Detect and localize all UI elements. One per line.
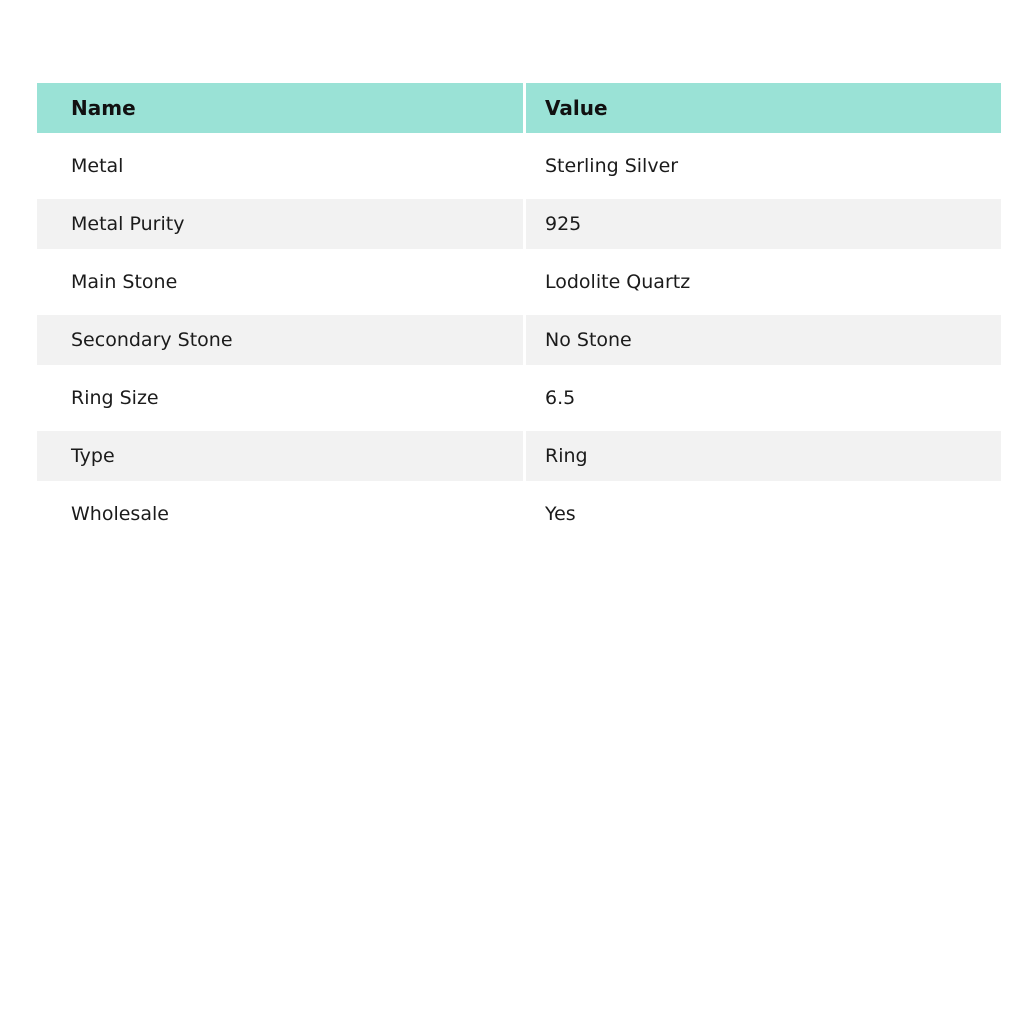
- cell-name: Wholesale: [37, 489, 523, 539]
- cell-value: Sterling Silver: [526, 141, 1001, 191]
- cell-value: Yes: [526, 489, 1001, 539]
- cell-value: No Stone: [526, 315, 1001, 365]
- cell-name: Main Stone: [37, 257, 523, 307]
- cell-value: 6.5: [526, 373, 1001, 423]
- cell-name: Type: [37, 431, 523, 481]
- cell-name: Metal: [37, 141, 523, 191]
- cell-value: Lodolite Quartz: [526, 257, 1001, 307]
- cell-value: 925: [526, 199, 1001, 249]
- attributes-table: [37, 83, 1001, 539]
- header-cell-name: Name: [37, 83, 523, 133]
- cell-value: Ring: [526, 431, 1001, 481]
- cell-name: Secondary Stone: [37, 315, 523, 365]
- header-cell-value: Value: [526, 83, 1001, 133]
- cell-name: Ring Size: [37, 373, 523, 423]
- cell-name: Metal Purity: [37, 199, 523, 249]
